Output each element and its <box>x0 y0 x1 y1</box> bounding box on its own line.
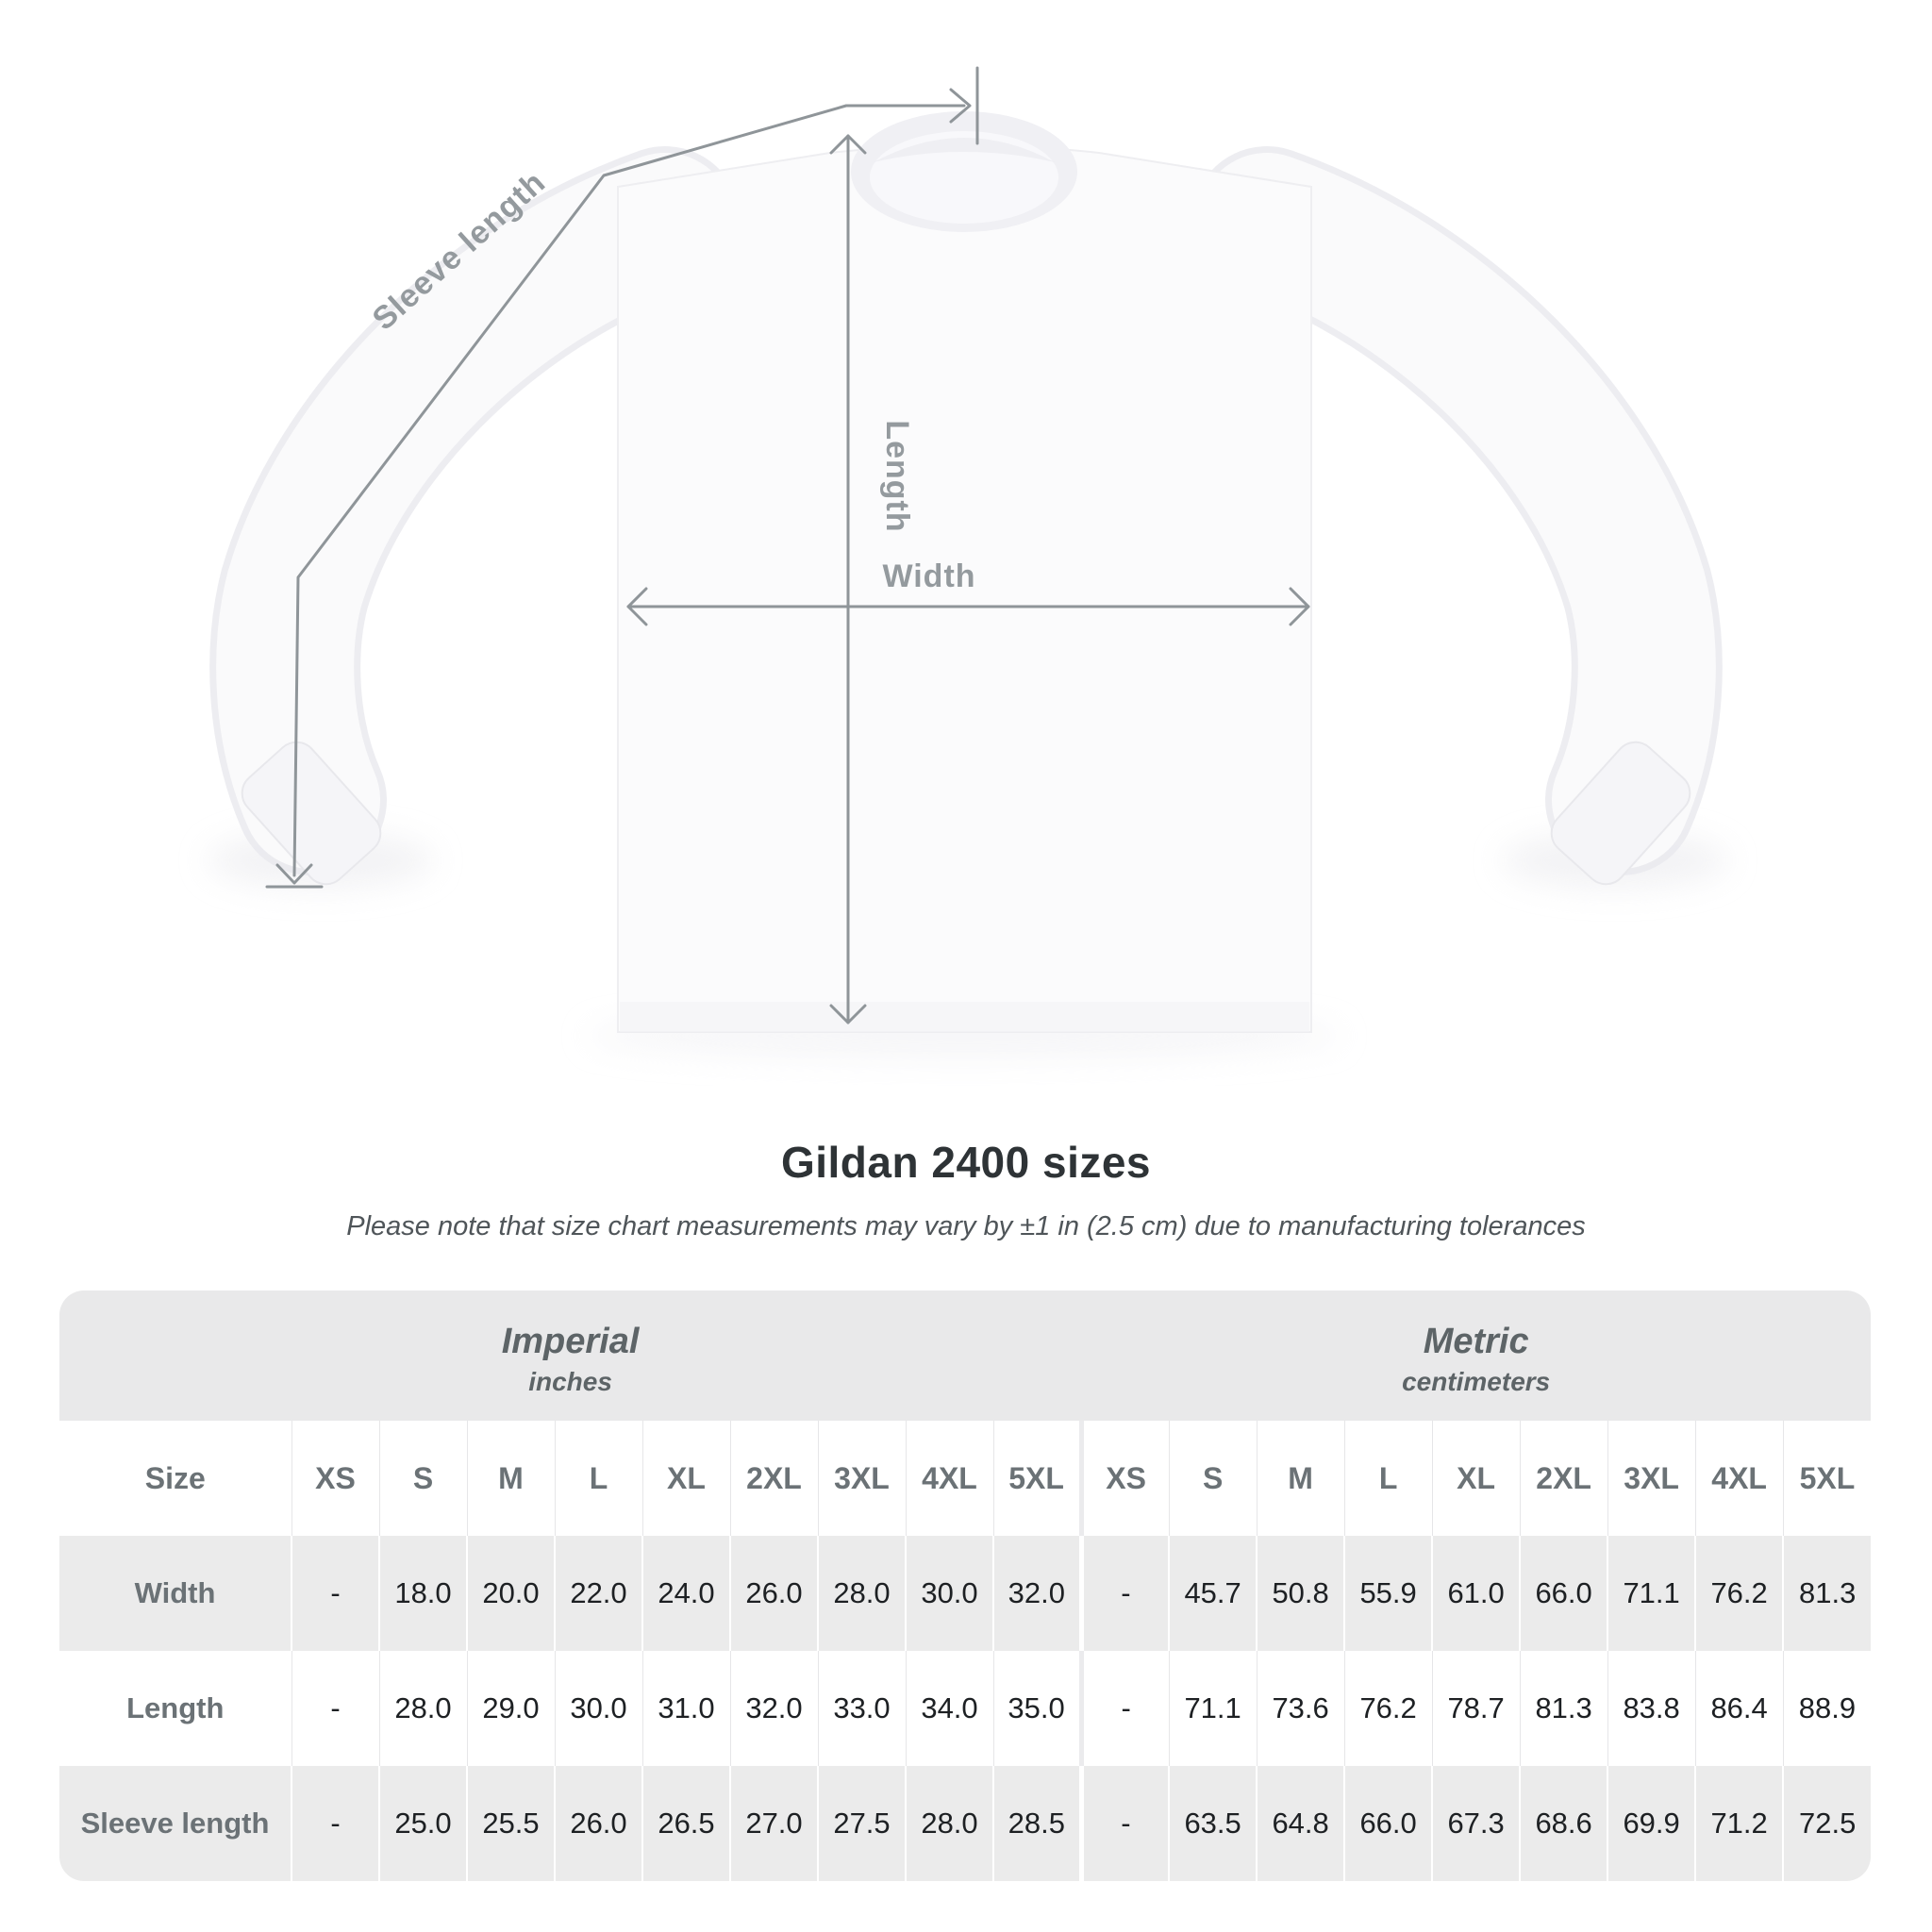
measurement-cell: 24.0 <box>642 1536 730 1651</box>
measurement-cell: 88.9 <box>1783 1651 1871 1766</box>
measurement-cell: - <box>291 1536 379 1651</box>
measurement-cell: - <box>1081 1536 1169 1651</box>
measurement-cell: 81.3 <box>1783 1536 1871 1651</box>
measurement-cell: 27.0 <box>730 1766 818 1881</box>
unit-group-row <box>59 1291 1871 1421</box>
measurement-cell: 81.3 <box>1520 1651 1607 1766</box>
measurement-cell: 33.0 <box>818 1651 906 1766</box>
size-col-header: XS <box>1081 1421 1169 1536</box>
measurement-cell: 22.0 <box>555 1536 642 1651</box>
measurement-cell: 66.0 <box>1344 1766 1432 1881</box>
row-label: Length <box>126 1691 225 1724</box>
measurement-cell: 71.1 <box>1169 1651 1257 1766</box>
measurement-cell: 27.5 <box>818 1766 906 1881</box>
measurement-cell: 67.3 <box>1432 1766 1520 1881</box>
measurement-cell: 63.5 <box>1169 1766 1257 1881</box>
measurement-cell: 61.0 <box>1432 1536 1520 1651</box>
measurement-cell: 28.0 <box>818 1536 906 1651</box>
shirt-hem <box>620 1002 1309 1032</box>
measurement-cell: 26.5 <box>642 1766 730 1881</box>
measurement-cell: 71.1 <box>1607 1536 1695 1651</box>
size-col-header: 5XL <box>993 1421 1081 1536</box>
size-chart-table <box>59 1291 1871 1881</box>
table-row-sleeve-length <box>59 1766 1871 1881</box>
size-col-header: 2XL <box>1520 1421 1607 1536</box>
measurement-cell: 31.0 <box>642 1651 730 1766</box>
measurement-cell: 29.0 <box>467 1651 555 1766</box>
collar <box>851 111 1077 232</box>
size-col-header: 5XL <box>1783 1421 1871 1536</box>
table-row-width <box>59 1536 1871 1651</box>
length-label: Length <box>879 420 915 533</box>
measurement-cell: 30.0 <box>555 1651 642 1766</box>
measurement-cell: 68.6 <box>1520 1766 1607 1881</box>
size-col-header: S <box>1169 1421 1257 1536</box>
size-col-header: 3XL <box>818 1421 906 1536</box>
width-label: Width <box>882 558 976 594</box>
size-col-header: L <box>555 1421 642 1536</box>
size-col-header: L <box>1344 1421 1432 1536</box>
size-header-row <box>59 1421 1871 1536</box>
sleeve-length-label: Sleeve length <box>365 164 553 338</box>
measurement-cell: 45.7 <box>1169 1536 1257 1651</box>
measurement-cell: 83.8 <box>1607 1651 1695 1766</box>
size-col-header: 4XL <box>1695 1421 1783 1536</box>
measurement-cell: 76.2 <box>1344 1651 1432 1766</box>
imperial-heading: Imperial <box>501 1322 640 1361</box>
measurement-cell: 76.2 <box>1695 1536 1783 1651</box>
metric-unit: centimeters <box>1402 1367 1551 1396</box>
size-col-header: M <box>467 1421 555 1536</box>
measurement-cell: 28.5 <box>993 1766 1081 1881</box>
size-col-header: M <box>1257 1421 1344 1536</box>
measurement-cell: 86.4 <box>1695 1651 1783 1766</box>
measurement-cell: 32.0 <box>730 1651 818 1766</box>
measurement-cell: 28.0 <box>906 1766 993 1881</box>
measurement-cell: 18.0 <box>379 1536 467 1651</box>
imperial-unit: inches <box>528 1367 612 1396</box>
size-row-header: Size <box>144 1460 206 1495</box>
size-col-header: XL <box>642 1421 730 1536</box>
measurement-cell: 25.0 <box>379 1766 467 1881</box>
size-col-header: 3XL <box>1607 1421 1695 1536</box>
measurement-cell: - <box>291 1766 379 1881</box>
measurement-cell: 35.0 <box>993 1651 1081 1766</box>
size-col-header: S <box>379 1421 467 1536</box>
measurement-cell: 64.8 <box>1257 1766 1344 1881</box>
tolerance-note: Please note that size chart measurements may vary by ±1 in (2.5 cm) due to manufacturing tolerances <box>346 1211 1586 1241</box>
unit-group-metric <box>1081 1291 1871 1421</box>
measurement-cell: - <box>1081 1651 1169 1766</box>
size-col-header: 2XL <box>730 1421 818 1536</box>
row-label: Sleeve length <box>80 1807 270 1840</box>
measurement-cell: - <box>1081 1766 1169 1881</box>
measurement-cell: 28.0 <box>379 1651 467 1766</box>
size-col-header: XL <box>1432 1421 1520 1536</box>
measurement-cell: 78.7 <box>1432 1651 1520 1766</box>
row-label: Width <box>134 1576 216 1609</box>
measurement-cell: 25.5 <box>467 1766 555 1881</box>
measurement-cell: 20.0 <box>467 1536 555 1651</box>
table-row-length <box>59 1651 1871 1766</box>
size-col-header: 4XL <box>906 1421 993 1536</box>
measurement-cell: 30.0 <box>906 1536 993 1651</box>
metric-heading: Metric <box>1423 1322 1529 1361</box>
measurement-cell: 73.6 <box>1257 1651 1344 1766</box>
unit-group-imperial <box>59 1291 1081 1421</box>
size-col-header: XS <box>291 1421 379 1536</box>
measurement-cell: 72.5 <box>1783 1766 1871 1881</box>
measurement-cell: 69.9 <box>1607 1766 1695 1881</box>
page-title: Gildan 2400 sizes <box>780 1138 1152 1187</box>
measurement-cell: - <box>291 1651 379 1766</box>
measurement-cell: 26.0 <box>730 1536 818 1651</box>
measurement-cell: 50.8 <box>1257 1536 1344 1651</box>
measurement-cell: 26.0 <box>555 1766 642 1881</box>
measurement-cell: 32.0 <box>993 1536 1081 1651</box>
measurement-cell: 66.0 <box>1520 1536 1607 1651</box>
measurement-cell: 55.9 <box>1344 1536 1432 1651</box>
measurement-cell: 34.0 <box>906 1651 993 1766</box>
measurement-cell: 71.2 <box>1695 1766 1783 1881</box>
